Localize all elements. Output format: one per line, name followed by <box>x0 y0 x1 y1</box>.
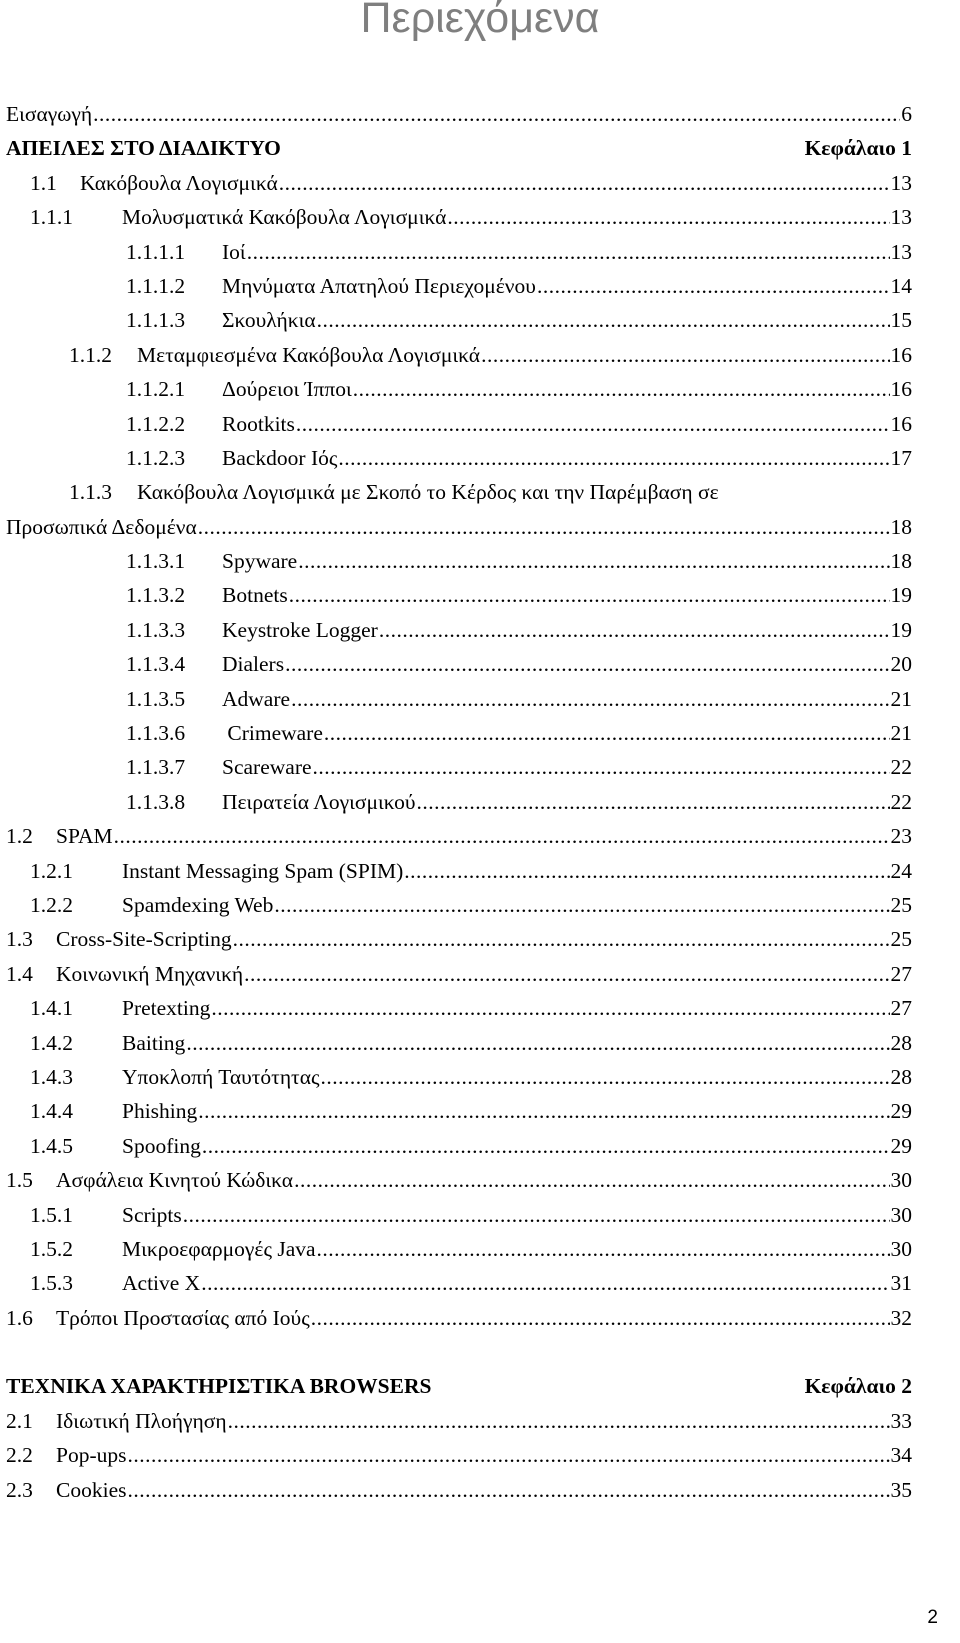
toc-entry-continuation[interactable] <box>6 510 912 544</box>
toc-entry[interactable] <box>6 1198 912 1232</box>
dot-leader <box>481 338 889 372</box>
toc-entry-label: Κακόβουλα Λογισμικά με Σκοπό το Κέρδος και την Παρέμβαση σε <box>137 480 719 505</box>
toc-entry[interactable] <box>6 957 912 991</box>
toc-entry-page: 35 <box>890 1477 912 1502</box>
toc-entry-number: 1.1.3.6 <box>126 721 186 746</box>
dot-leader <box>127 1473 889 1507</box>
toc-entry[interactable] <box>6 166 912 200</box>
chapter-heading-2[interactable] <box>6 1369 912 1403</box>
toc-entry-label: Spamdexing Web <box>122 892 274 917</box>
toc-entry-label: Ιδιωτική Πλοήγηση <box>56 1408 227 1433</box>
dot-leader <box>537 269 890 303</box>
dot-leader <box>93 97 900 131</box>
page-title: Περιεχόμενα <box>360 0 600 42</box>
section-spacer <box>6 1335 912 1369</box>
toc-entry[interactable] <box>6 991 912 1025</box>
toc-entry-label: Μολυσματικά Κακόβουλα Λογισμικά <box>122 205 447 230</box>
toc-entry-number: 1.4.1 <box>30 996 73 1021</box>
toc-entry-page: 23 <box>890 824 912 849</box>
toc-entry-number: 1.3 <box>6 927 33 952</box>
toc-entry-page: 22 <box>890 755 912 780</box>
toc-entry-label: Μεταμφιεσμένα Κακόβουλα Λογισμικά <box>137 342 481 367</box>
dot-leader <box>233 922 890 956</box>
toc-entry-page: 13 <box>890 170 912 195</box>
page-number: 2 <box>927 1607 938 1628</box>
toc-entry[interactable] <box>6 819 912 853</box>
toc-entry-label: Υποκλοπή Ταυτότητας <box>122 1064 320 1089</box>
toc-entry-label: Spoofing <box>122 1133 201 1158</box>
toc-entry-page: 16 <box>890 411 912 436</box>
toc-entry-number: 1.4.5 <box>30 1133 73 1158</box>
dot-leader <box>127 1438 889 1472</box>
toc-entry-number: 1.4 <box>6 961 33 986</box>
toc-entry-number: 1.1.3.1 <box>126 549 186 574</box>
dot-leader <box>285 647 889 681</box>
toc-entry[interactable] <box>6 200 912 234</box>
dot-leader <box>353 372 890 406</box>
dot-leader <box>247 235 890 269</box>
dot-leader <box>279 166 890 200</box>
table-of-contents <box>6 97 912 1507</box>
toc-entry[interactable] <box>6 613 912 647</box>
toc-entry-number: 1.5.3 <box>30 1271 73 1296</box>
toc-entry-label: Rootkits <box>222 411 295 436</box>
toc-entry[interactable] <box>6 1060 912 1094</box>
dot-leader <box>228 1404 890 1438</box>
toc-entry-page: 33 <box>890 1408 912 1433</box>
dot-leader <box>417 785 890 819</box>
toc-entry-page: 31 <box>890 1271 912 1296</box>
toc-entry-label: Backdoor Ιός <box>222 445 338 470</box>
dot-leader <box>211 991 889 1025</box>
toc-entry-page: 22 <box>890 789 912 814</box>
dot-leader <box>183 1198 890 1232</box>
toc-entry-label: Pretexting <box>122 996 211 1021</box>
dot-leader <box>198 1094 889 1128</box>
dot-leader <box>324 716 890 750</box>
toc-entry-page: 21 <box>890 686 912 711</box>
toc-entry[interactable] <box>6 888 912 922</box>
chapter-number: Κεφάλαιο 2 <box>804 1374 912 1399</box>
toc-entry-page: 20 <box>890 652 912 677</box>
toc-entry[interactable] <box>6 1473 912 1507</box>
toc-entry[interactable] <box>6 1301 912 1335</box>
toc-entry-label: SPAM <box>56 824 113 849</box>
toc-entry-label: Cookies <box>56 1477 127 1502</box>
toc-entry-label: Μηνύματα Απατηλού Περιεχομένου <box>222 273 536 298</box>
dot-leader <box>320 1060 889 1094</box>
chapter-title: ΑΠΕΙΛΕΣ ΣΤΟ ΔΙΑΔΙΚΤΥΟ <box>6 136 281 161</box>
dot-leader <box>114 819 890 853</box>
toc-entry-label: Phishing <box>122 1099 198 1124</box>
toc-entry-page: 34 <box>890 1443 912 1468</box>
dot-leader <box>338 441 889 475</box>
toc-entry-label: Ιοί <box>222 239 246 264</box>
toc-entry[interactable] <box>6 1163 912 1197</box>
toc-entry-page: 6 <box>901 102 912 126</box>
toc-entry-label: Scripts <box>122 1202 182 1227</box>
dot-leader <box>317 303 890 337</box>
toc-entry-label: Σκουλήκια <box>222 308 316 333</box>
toc-entry-label: Dialers <box>222 652 285 677</box>
dot-leader <box>298 544 889 578</box>
toc-entry-page: 25 <box>890 927 912 952</box>
toc-entry-page: 28 <box>890 1064 912 1089</box>
toc-entry-label: Adware <box>222 686 291 711</box>
toc-entry-number: 1.1.2.3 <box>126 445 186 470</box>
toc-entry-number: 1.4.2 <box>30 1030 73 1055</box>
chapter-number: Κεφάλαιο 1 <box>804 136 912 161</box>
toc-entry-page: 18 <box>890 514 912 539</box>
toc-entry-number: 1.6 <box>6 1305 33 1330</box>
toc-entry-number: 1.1.2.2 <box>126 411 186 436</box>
toc-entry-label: Botnets <box>222 583 288 608</box>
toc-entry-number: 1.1.3.7 <box>126 755 186 780</box>
toc-entry-number: 2.3 <box>6 1477 33 1502</box>
toc-entry[interactable] <box>6 303 912 337</box>
dot-leader <box>404 854 889 888</box>
toc-entry-page: 27 <box>890 961 912 986</box>
toc-entry-label: Instant Messaging Spam (SPIM) <box>122 858 404 883</box>
toc-entry[interactable] <box>6 475 912 509</box>
toc-entry[interactable] <box>6 716 912 750</box>
toc-entry-page: 16 <box>890 342 912 367</box>
toc-entry-number: 2.2 <box>6 1443 33 1468</box>
toc-entry-page: 24 <box>890 858 912 883</box>
toc-entry[interactable] <box>6 544 912 578</box>
toc-entry[interactable] <box>6 1094 912 1128</box>
toc-entry-label: Active X <box>122 1271 201 1296</box>
chapter-heading-1[interactable] <box>6 131 912 165</box>
toc-entry-label: Pop-ups <box>56 1443 127 1468</box>
toc-entry[interactable] <box>6 407 912 441</box>
toc-entry[interactable] <box>6 1266 912 1300</box>
toc-entry[interactable] <box>6 1232 912 1266</box>
toc-entry-number: 1.2 <box>6 824 33 849</box>
dot-leader <box>198 510 890 544</box>
toc-entry[interactable] <box>6 1438 912 1472</box>
toc-entry[interactable] <box>6 338 912 372</box>
toc-entry-label: Τρόποι Προστασίας από Ιούς <box>56 1305 310 1330</box>
toc-entry-number: 1.1.3.3 <box>126 617 186 642</box>
toc-entry-page: 19 <box>890 617 912 642</box>
toc-entry-label: Μικροεφαρμογές Java <box>122 1236 316 1261</box>
toc-entry-number: 1.1.1.3 <box>126 308 186 333</box>
dot-leader <box>202 1129 890 1163</box>
toc-entry[interactable] <box>6 578 912 612</box>
toc-entry-page: 19 <box>890 583 912 608</box>
dot-leader <box>447 200 889 234</box>
dot-leader <box>291 682 889 716</box>
toc-entry[interactable] <box>6 1026 912 1060</box>
dot-leader <box>313 750 890 784</box>
toc-entry-number: 1.5 <box>6 1168 33 1193</box>
toc-entry-number: 1.1 <box>30 170 57 195</box>
toc-entry-label: Κακόβουλα Λογισμικά <box>80 170 278 195</box>
dot-leader <box>294 1163 889 1197</box>
toc-entry-number: 1.1.2.1 <box>126 377 186 402</box>
dot-leader <box>296 407 890 441</box>
toc-entry-label: Cross-Site-Scripting <box>56 927 232 952</box>
toc-entry[interactable] <box>6 750 912 784</box>
toc-entry[interactable] <box>6 854 912 888</box>
toc-entry-page: 13 <box>890 205 912 230</box>
toc-entry-number: 2.1 <box>6 1408 33 1433</box>
toc-entry-page: 30 <box>890 1202 912 1227</box>
toc-entry-number: 1.4.4 <box>30 1099 73 1124</box>
toc-entry-number: 1.4.3 <box>30 1064 73 1089</box>
dot-leader <box>274 888 889 922</box>
toc-entry-number: 1.2.2 <box>30 892 73 917</box>
toc-entry-number: 1.1.1 <box>30 205 73 230</box>
toc-entry-page: 15 <box>890 308 912 333</box>
toc-entry-label: Baiting <box>122 1030 186 1055</box>
toc-entry-page: 29 <box>890 1133 912 1158</box>
toc-entry-label: Spyware <box>222 549 298 574</box>
toc-entry[interactable] <box>6 1129 912 1163</box>
toc-entry[interactable] <box>6 785 912 819</box>
toc-entry-page: 25 <box>890 892 912 917</box>
toc-entry-page: 14 <box>890 273 912 298</box>
toc-entry-number: 1.1.3.2 <box>126 583 186 608</box>
dot-leader <box>289 578 890 612</box>
toc-entry-page: 29 <box>890 1099 912 1124</box>
toc-entry-number: 1.2.1 <box>30 858 73 883</box>
toc-entry[interactable] <box>6 1404 912 1438</box>
toc-entry-page: 30 <box>890 1168 912 1193</box>
dot-leader <box>244 957 889 991</box>
toc-entry-page: 13 <box>890 239 912 264</box>
toc-entry-page: 30 <box>890 1236 912 1261</box>
toc-entry[interactable] <box>6 647 912 681</box>
toc-entry-number: 1.1.1.1 <box>126 239 186 264</box>
toc-entry-number: 1.1.3 <box>69 480 112 505</box>
toc-entry-label-continued: Προσωπικά Δεδομένα <box>6 514 197 539</box>
toc-entry-page: 18 <box>890 549 912 574</box>
toc-entry-number: 1.5.1 <box>30 1202 73 1227</box>
toc-entry-label: Keystroke Logger <box>222 617 378 642</box>
toc-entry-page: 32 <box>890 1305 912 1330</box>
toc-entry[interactable] <box>6 682 912 716</box>
dot-leader <box>317 1232 890 1266</box>
toc-entry-page: 27 <box>890 996 912 1021</box>
toc-entry-page: 17 <box>890 445 912 470</box>
toc-entry[interactable] <box>6 922 912 956</box>
toc-entry-label: Κοινωνική Μηχανική <box>56 961 244 986</box>
dot-leader <box>311 1301 890 1335</box>
toc-entry-number: 1.1.3.4 <box>126 652 186 677</box>
toc-entry-number: 1.5.2 <box>30 1236 73 1261</box>
toc-entry-number: 1.1.2 <box>69 342 112 367</box>
toc-entry-label: Scareware <box>222 755 312 780</box>
toc-entry-number: 1.1.1.2 <box>126 273 186 298</box>
toc-entry[interactable] <box>6 269 912 303</box>
toc-entry-number: 1.1.3.8 <box>126 789 186 814</box>
dot-leader <box>186 1026 889 1060</box>
toc-entry-label: Πειρατεία Λογισμικού <box>222 789 416 814</box>
chapter-title: ΤΕΧΝΙΚΑ ΧΑΡΑΚΤΗΡΙΣΤΙΚΑ BROWSERS <box>6 1374 432 1399</box>
toc-entry-intro[interactable] <box>6 97 912 131</box>
dot-leader <box>379 613 890 647</box>
toc-entry-number: 1.1.3.5 <box>126 686 186 711</box>
toc-entry-label: Εισαγωγή <box>6 102 93 126</box>
toc-entry-page: 16 <box>890 377 912 402</box>
dot-leader <box>201 1266 889 1300</box>
toc-entry[interactable] <box>6 441 912 475</box>
toc-entry[interactable] <box>6 372 912 406</box>
toc-entry-label: Δούρειοι Ίπποι <box>222 377 352 402</box>
toc-entry-label: Crimeware <box>222 721 323 746</box>
toc-entry-page: 28 <box>890 1030 912 1055</box>
toc-entry-page: 21 <box>890 721 912 746</box>
toc-entry[interactable] <box>6 235 912 269</box>
toc-entry-label: Ασφάλεια Κινητού Κώδικα <box>56 1168 294 1193</box>
